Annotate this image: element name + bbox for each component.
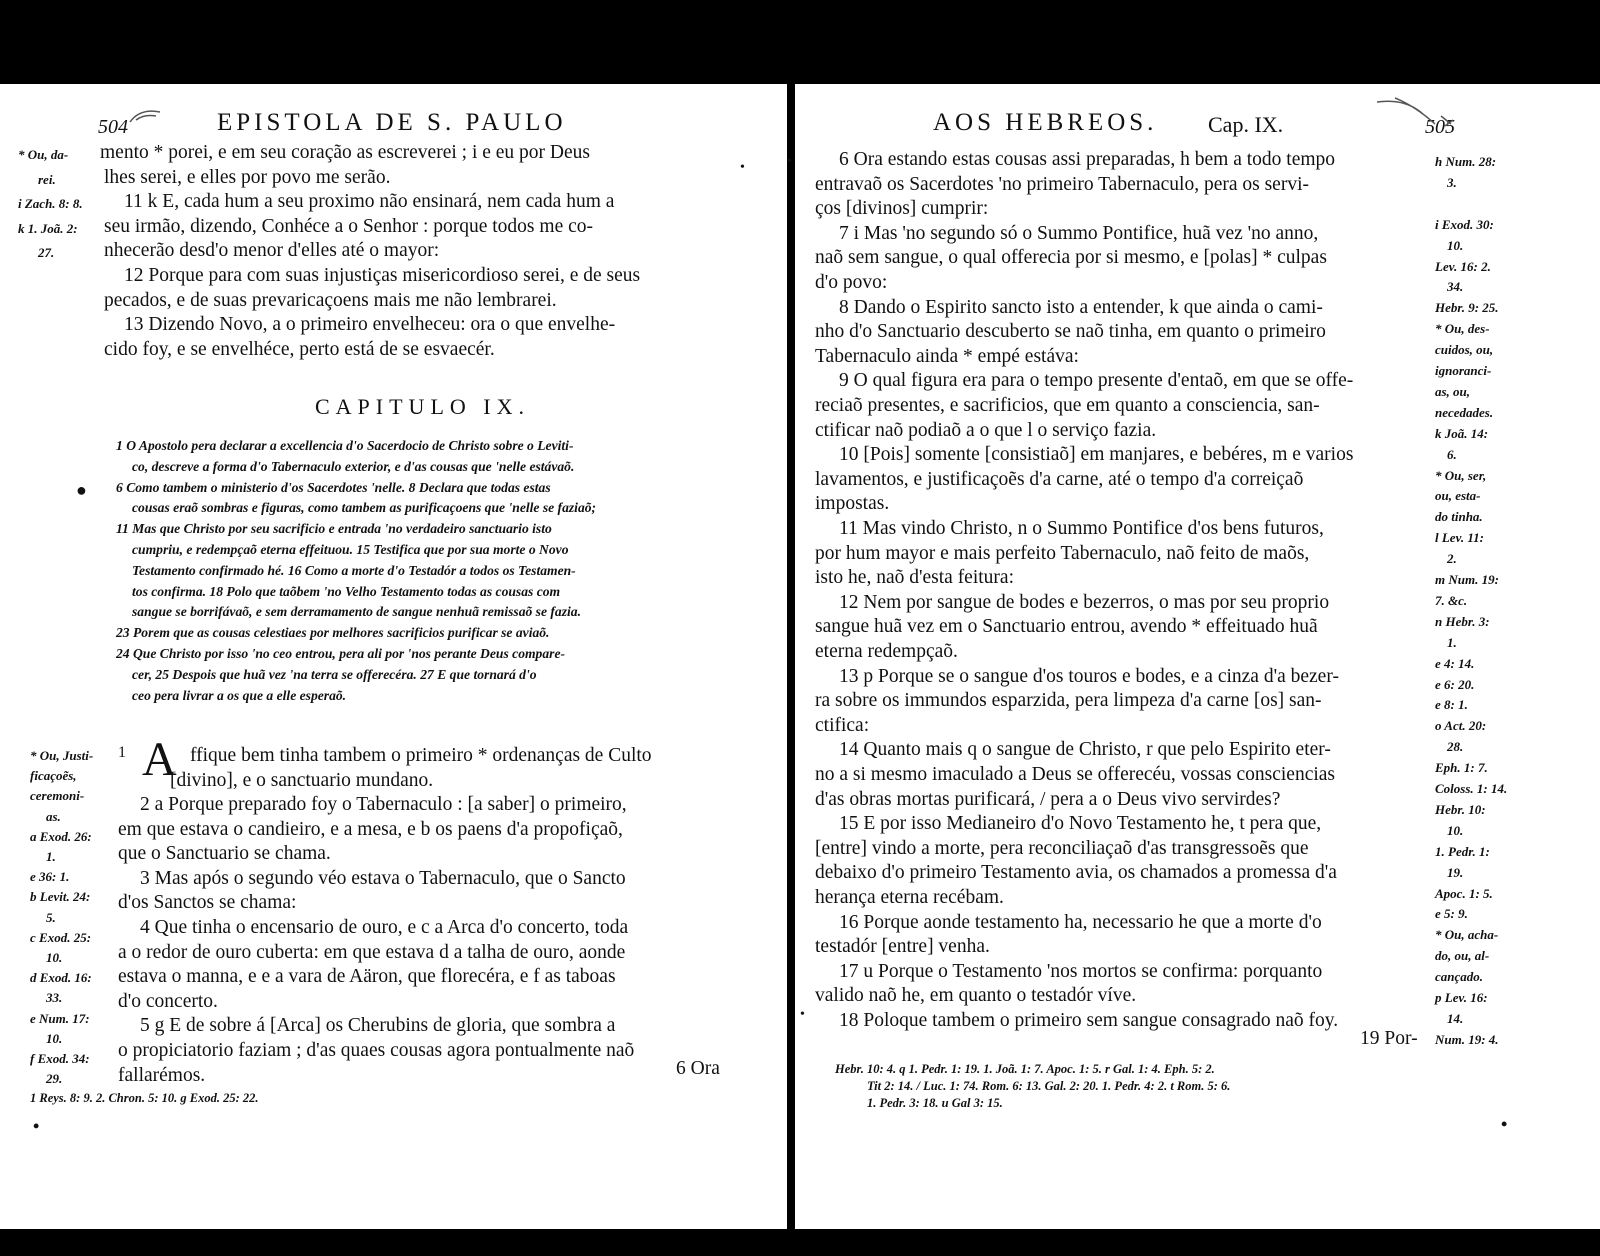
- margin-note: 1.: [46, 849, 56, 864]
- text-line: lavamentos, e justificaçoẽs d'a carne, até o tempo d'a correiçaõ: [815, 468, 1304, 490]
- margin-note: cançado.: [1435, 969, 1484, 985]
- margin-note: Coloss. 1: 14.: [1435, 781, 1508, 796]
- text-line: [divino], e o sanctuario mundano.: [170, 769, 434, 791]
- summary-line: cumpriu, e redempçaõ eterna effeituou. 15 Testifica que por sua morte o Novo: [132, 542, 569, 557]
- margin-note: 1. Pedr. 1:: [1435, 843, 1490, 859]
- text-line: 4 Que tinha o encensario de ouro, e c a Arca d'o concerto, toda: [140, 917, 629, 938]
- chapter-reference: Cap. IX.: [1208, 112, 1284, 137]
- margin-note: 6.: [1447, 446, 1457, 462]
- margin-note: 7. &c.: [1435, 592, 1468, 608]
- margin-note: 5.: [46, 909, 56, 925]
- summary-line: 24 Que Christo por isso 'no ceo entrou, pera ali por 'nos perante Deus compare-: [116, 646, 566, 661]
- ornament-icon: [1375, 94, 1465, 130]
- margin-note: e 8: 1.: [1435, 697, 1468, 713]
- margin-note: 19.: [1447, 864, 1464, 880]
- margin-note: i Exod. 30:: [1435, 216, 1494, 232]
- summary-line: 1 O Apostolo pera declarar a excellencia d'o Sacerdocio de Christo sobre o Leviti-: [116, 438, 574, 453]
- margin-note: as.: [46, 808, 61, 824]
- text-line: em que estava o candieiro, e a mesa, e b os paens d'a propofiçaõ,: [118, 818, 623, 840]
- text-line: 11 k E, cada hum a seu proximo não ensinará, nem cada hum a: [124, 191, 615, 213]
- margin-note: Eph. 1: 7.: [1435, 760, 1488, 776]
- text-line: que o Sanctuario se chama.: [118, 843, 331, 865]
- book-gutter: [787, 84, 795, 1229]
- text-line: ços [divinos] cumprir:: [815, 198, 989, 220]
- summary-line: cousas eraõ sombras e figuras, como tambem as purificaçoens que 'nelle se faziaõ;: [132, 500, 597, 516]
- catchword: 6 Ora: [676, 1058, 720, 1079]
- margin-note: e 6: 20.: [1435, 676, 1475, 692]
- text-line: sangue huã vez em o Sanctuario entrou, avendo * effeituado huã: [815, 616, 1318, 638]
- page-mark: ●: [76, 480, 87, 500]
- text-line: 16 Porque aonde testamento ha, necessario he que a morte d'o: [839, 911, 1322, 933]
- text-line: ctifica:: [815, 714, 870, 736]
- page-mark: •: [33, 1116, 40, 1136]
- chapter-title: CAPITULO IX.: [315, 394, 530, 419]
- margin-note: ou, esta-: [1435, 488, 1481, 504]
- margin-note: o Act. 20:: [1435, 718, 1487, 734]
- text-line: 3 Mas após o segundo véo estava o Tabernaculo, que o Sancto: [140, 867, 626, 889]
- text-line: reciaõ presentes, e sacrificios, que em quanto a consciencia, san-: [815, 395, 1320, 416]
- margin-note: 10.: [1447, 237, 1464, 253]
- text-line: 5 g E de sobre á [Arca] os Cherubins de gloria, que sombra a: [140, 1015, 616, 1037]
- page-mark: •: [1501, 1114, 1508, 1134]
- text-line: isto he, naõ d'esta feitura:: [815, 567, 1014, 589]
- margin-note: 10.: [46, 1030, 63, 1046]
- text-line: por hum mayor e mais perfeito Tabernaculo, naõ feito de maõs,: [815, 542, 1310, 564]
- margin-note: 29.: [46, 1071, 63, 1087]
- margin-note: cuidos, ou,: [1435, 342, 1494, 358]
- footnote-line: 1. Pedr. 3: 18. u Gal 3: 15.: [867, 1096, 1003, 1110]
- text-line: d'os Sanctos se chama:: [118, 892, 297, 914]
- margin-note: 28.: [1447, 739, 1464, 755]
- margin-note: f Exod. 34:: [30, 1051, 90, 1066]
- text-line: ctificar naõ podiaõ a o que l o serviço fazia.: [815, 419, 1157, 441]
- text-line: herança eterna recébam.: [815, 887, 1004, 908]
- left-page: [0, 84, 787, 1229]
- text-line: 14 Quanto mais q o sangue de Christo, r que pelo Espirito eter-: [839, 739, 1331, 761]
- text-line: 11 Mas vindo Christo, n o Summo Pontifice d'os bens futuros,: [839, 518, 1324, 539]
- text-line: Tabernaculo ainda * empé estáva:: [815, 345, 1079, 367]
- margin-note: * Ou, des-: [1435, 321, 1490, 337]
- margin-note: 10.: [46, 950, 63, 965]
- summary-line: Testamento confirmado hé. 16 Como a morte d'o Testadór a todos os Testamen-: [132, 562, 576, 578]
- summary-line: 23 Porem que as cousas celestiaes por melhores sacrificios purificar se aviaõ.: [116, 625, 550, 641]
- text-line: 8 Dando o Espirito sancto isto a entender, k que ainda o cami-: [839, 296, 1323, 318]
- margin-note: ficaçoẽs,: [30, 768, 77, 784]
- margin-note: 2.: [1447, 551, 1457, 567]
- text-line: pecados, e de suas prevaricaçoens mais me não lembrarei.: [104, 289, 557, 311]
- margin-note: c Exod. 25:: [30, 929, 92, 945]
- margin-note: ceremoni-: [30, 788, 85, 804]
- page-number: 504: [98, 116, 128, 138]
- margin-note: necedades.: [1435, 404, 1494, 420]
- verse-number: 1: [118, 744, 126, 761]
- text-line: ra sobre os immundos esparzida, pera limpeza d'a carne [os] san-: [815, 690, 1322, 712]
- text-line: eterna redempçaõ.: [815, 641, 958, 662]
- text-line: 17 u Porque o Testamento 'nos mortos se confirma: porquanto: [839, 960, 1323, 982]
- right-page: [787, 84, 1600, 1229]
- text-line: [entre] vindo a morte, pera reconciliaçaõ d'as transgressoẽs que: [815, 837, 1309, 859]
- margin-note: rei.: [38, 171, 56, 187]
- text-line: 6 Ora estando estas cousas assi preparadas, h bem a todo tempo: [839, 149, 1336, 170]
- text-line: impostas.: [815, 493, 890, 515]
- catchword: 19 Por-: [1360, 1028, 1418, 1049]
- margin-note: n Hebr. 3:: [1435, 613, 1490, 629]
- text-line: d'as obras mortas purificará, / pera a o Deus vivo servirdes?: [815, 788, 1281, 810]
- text-line: debaixo d'o primeiro Testamento avia, os chamados a promessa d'a: [815, 862, 1337, 884]
- margin-note: e 4: 14.: [1435, 655, 1475, 671]
- page-mark: •: [800, 1007, 805, 1022]
- margin-note: m Num. 19:: [1435, 572, 1499, 587]
- margin-note: 34.: [1447, 279, 1464, 295]
- margin-note: * Ou, Justi-: [30, 748, 94, 763]
- footnote-line: Hebr. 10: 4. q 1. Pedr. 1: 19. 1. Joã. 1: 7. Apoc. 1: 5. r Gal. 1: 4. Eph. 5: 2.: [835, 1062, 1215, 1076]
- summary-line: co, descreve a forma d'o Tabernaculo exterior, e d'as cousas que 'nelle estávaõ.: [132, 458, 575, 474]
- margin-note: b Levit. 24:: [30, 889, 91, 905]
- text-line: o propiciatorio faziam ; d'as quaes cousas agora pontualmente naõ: [118, 1040, 635, 1061]
- margin-note: p Lev. 16:: [1435, 990, 1488, 1005]
- text-line: naõ sem sangue, o qual offerecia por si mesmo, e [polas] * culpas: [815, 247, 1327, 269]
- margin-note: Apoc. 1: 5.: [1435, 885, 1493, 901]
- margin-note: k Joã. 14:: [1435, 425, 1489, 441]
- text-line: ffique bem tinha tambem o primeiro * ordenanças de Culto: [190, 745, 652, 766]
- margin-note: i Zach. 8: 8.: [18, 196, 83, 212]
- margin-note: do, ou, al-: [1435, 948, 1490, 964]
- text-line: seu irmão, dizendo, Conhéce a o Senhor : porque todos me co-: [104, 215, 593, 237]
- summary-line: ceo pera livrar a os que a elle esperaõ.: [132, 687, 347, 703]
- summary-line: tos confirma. 18 Polo que taõbem 'no Velho Testamento todas as cousas com: [132, 583, 561, 599]
- margin-note: l Lev. 11:: [1435, 530, 1484, 546]
- text-line: fallarémos.: [118, 1064, 206, 1086]
- text-line: nhecerão desd'o menor d'elles até o mayor:: [104, 240, 440, 262]
- margin-note: * Ou, acha-: [1435, 927, 1499, 943]
- margin-note: h Num. 28:: [1435, 154, 1497, 169]
- text-line: 10 [Pois] somente [consistiaõ] em manjares, e bebéres, m e varios: [839, 444, 1354, 466]
- text-line: cido foy, e se envelhéce, perto está de se esvaecér.: [104, 338, 495, 360]
- margin-note: ignoranci-: [1435, 363, 1492, 378]
- margin-note: * Ou, ser,: [1435, 467, 1487, 483]
- margin-note: as, ou,: [1435, 383, 1471, 399]
- margin-note: e Num. 17:: [30, 1010, 90, 1026]
- margin-note: Num. 19: 4.: [1435, 1031, 1499, 1047]
- page-mark: •: [740, 160, 745, 175]
- text-line: entravaõ os Sacerdotes 'no primeiro Tabernaculo, pera os servi-: [815, 173, 1309, 195]
- text-line: 7 i Mas 'no segundo só o Summo Pontifice, huã vez 'no anno,: [839, 222, 1319, 244]
- text-line: 12 Nem por sangue de bodes e bezerros, o mas por seu proprio: [839, 591, 1330, 613]
- page-number: 505: [1425, 116, 1455, 138]
- footnote: 1 Reys. 8: 9. 2. Chron. 5: 10. g Exod. 25: 22.: [30, 1091, 259, 1105]
- running-header: AOS HEBREOS.: [933, 109, 1158, 136]
- summary-line: 11 Mas que Christo por seu sacrificio e entrada 'no verdadeiro sanctuario isto: [116, 521, 552, 537]
- margin-note: d Exod. 16:: [30, 970, 92, 986]
- text-line: d'o povo:: [815, 272, 888, 293]
- margin-note: do tinha.: [1435, 509, 1483, 525]
- text-line: nho d'o Sanctuario descuberto se naõ tinha, em quanto o primeiro: [815, 321, 1326, 343]
- text-line: testadór [entre] venha.: [815, 936, 990, 958]
- margin-note: k 1. Joã. 2:: [18, 220, 78, 236]
- margin-note: 3.: [1447, 174, 1457, 190]
- text-line: no a si mesmo imaculado a Deus se offerecéu, vossas consciencias: [815, 764, 1336, 785]
- margin-note: Hebr. 9: 25.: [1435, 300, 1499, 316]
- margin-note: * Ou, da-: [18, 147, 69, 162]
- summary-line: sangue se borrifávaõ, e sem derramamento de sangue nenhuã remissaõ se fazia.: [132, 604, 581, 620]
- margin-note: e 36: 1.: [30, 869, 70, 885]
- text-line: valido naõ he, em quanto o testadór víve.: [815, 985, 1137, 1007]
- summary-line: cer, 25 Despois que huã vez 'na terra se offerecéra. 27 E que tornará d'o: [132, 666, 537, 682]
- drop-cap: A: [142, 733, 177, 786]
- text-line: 18 Poloque tambem o primeiro sem sangue consagrado naõ foy.: [839, 1010, 1339, 1031]
- margin-note: 10.: [1447, 822, 1464, 838]
- text-line: 12 Porque para com suas injustiças misericordioso serei, e de seus: [124, 265, 641, 286]
- text-line: mento * porei, e em seu coração as escreverei ; i e eu por Deus: [100, 142, 590, 163]
- text-line: d'o concerto.: [118, 990, 218, 1012]
- text-line: 9 O qual figura era para o tempo presente d'entaõ, em que se offe-: [839, 370, 1354, 392]
- text-line: lhes serei, e elles por povo me serão.: [104, 166, 391, 188]
- margin-note: a Exod. 26:: [30, 828, 92, 844]
- margin-note: 14.: [1447, 1010, 1464, 1026]
- text-line: a o redor de ouro cuberta: em que estava d a talha de ouro, aonde: [118, 941, 626, 963]
- text-line: 2 a Porque preparado foy o Tabernaculo : [a saber] o primeiro,: [140, 794, 627, 815]
- margin-note: 27.: [38, 245, 55, 261]
- footnote-line: Tit 2: 14. / Luc. 1: 74. Rom. 6: 13. Gal. 2: 20. 1. Pedr. 4: 2. t Rom. 5: 6.: [867, 1079, 1231, 1093]
- text-line: estava o manna, e e a vara de Aäron, que florecéra, e f as taboas: [118, 966, 616, 988]
- text-line: 13 Dizendo Novo, a o primeiro envelheceu: ora o que envelhe-: [124, 314, 616, 336]
- margin-note: 33.: [46, 990, 63, 1006]
- ornament-icon: [128, 106, 162, 126]
- summary-line: 6 Como tambem o ministerio d'os Sacerdotes 'nelle. 8 Declara que todas estas: [116, 479, 551, 495]
- page-mark: •: [787, 154, 792, 169]
- text-line: 13 p Porque se o sangue d'os touros e bodes, e a cinza d'a bezer-: [839, 665, 1339, 687]
- text-line: 15 E por isso Medianeiro d'o Novo Testamento he, t pera que,: [839, 813, 1322, 835]
- margin-note: Lev. 16: 2.: [1435, 258, 1491, 274]
- running-header: EPISTOLA DE S. PAULO: [217, 109, 567, 136]
- margin-note: 1.: [1447, 634, 1457, 650]
- margin-note: e 5: 9.: [1435, 906, 1468, 922]
- margin-note: Hebr. 10:: [1435, 801, 1486, 817]
